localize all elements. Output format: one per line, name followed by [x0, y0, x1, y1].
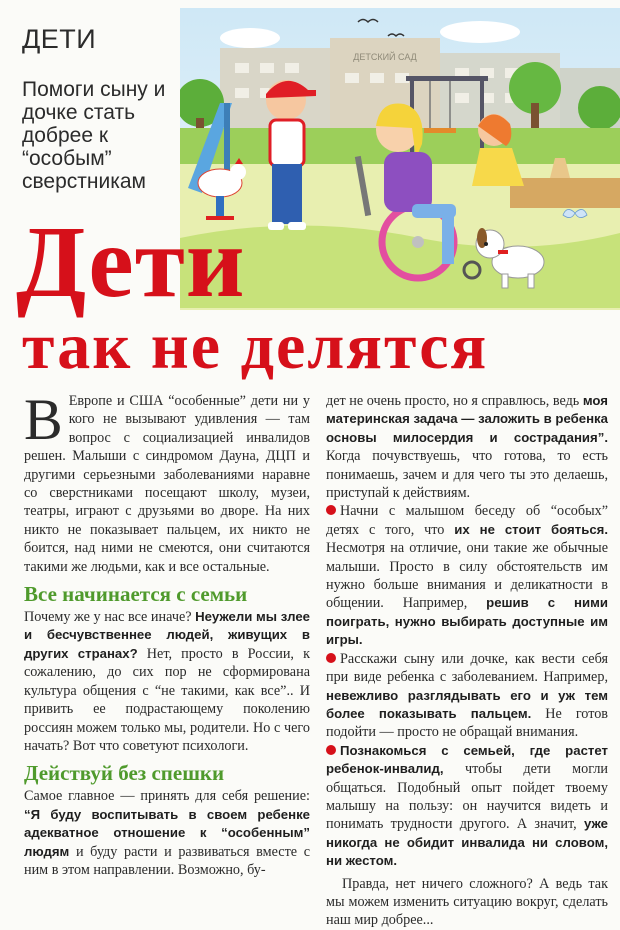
drop-cap: В [24, 387, 63, 452]
rubric-label: ДЕТИ [22, 24, 97, 54]
section-heading-no-rush: Действуй без спешки [24, 761, 225, 786]
bullet3-text: чтобы дети могли общаться. Подобный опыт пойдет твоему малышу на пользу: он научится видеть и понимать трудности другого. А значит, [326, 761, 608, 833]
right-column [326, 392, 608, 930]
headline-line-2: так не делятся [22, 310, 489, 383]
continuation-paragraph [326, 392, 608, 502]
bullet1-text-b: Несмотря на отличие, они такие же обычные малыши. Просто в силу обстоятельств им нужно больше внимания и деликатности в общении. Например, [326, 540, 608, 612]
article-subtitle: Помоги сыну и дочке стать добрее к “особым” сверстникам [22, 78, 166, 193]
section2-paragraph [24, 787, 310, 879]
closing-paragraph: Правда, нет ничего сложного? А ведь так мы можем изменить ситуацию вокруг, сделать наш мир добрее... [326, 875, 608, 929]
section2-emphasis: “Я буду воспитывать в своем ребенке адекватное отношение к “особенным” людям [24, 806, 310, 859]
continuation-emphasis: моя материнская задача — заложить в ребенка основы милосердия и сострадания”. [326, 393, 608, 445]
intro-text: Европе и США “особенные” дети ни у кого не вызывают удивления — там вопрос с социализацией инвалидов решен. Малыши с синдромом Дауна, ДЦП и другими серьезными заболеваниями наравне со сверстниками посещают школу, музеи, театры, играют с друзьями во дворе. На них никто не показывает пальцем, их никто не боится, над ними не смеются, они считаются такими же людьми, как и все остальные. [24, 393, 310, 575]
section2-text-a: Самое главное — принять для себя решение: [24, 788, 310, 805]
section1-paragraph [24, 608, 310, 755]
kindergarten-sign: ДЕТСКИЙ САД [353, 52, 417, 62]
bullet-paragraph-3 [326, 742, 608, 871]
continuation-text-b: Когда почувствуешь, что готова, то есть понимаешь, зачем и для чего ты это делаешь, приступай к действиям. [326, 448, 608, 502]
bullet2-emphasis: невежливо разглядывать его и уж тем более показывать пальцем. [326, 687, 608, 721]
bullet2-text-a: Расскажи сыну или дочке, как вести себя при виде ребенка с заболеванием. Например, [326, 650, 608, 686]
bullet1-emphasis-a: их не стоит бояться. [454, 521, 609, 537]
bullet-dot-icon [326, 653, 336, 663]
playground-illustration [180, 8, 620, 310]
bullet1-emphasis-b: решив с ними поиграть, нужно выбирать доступные им игры. [326, 595, 608, 648]
section1-text-a: Почему же у нас все иначе? [24, 609, 192, 626]
bullet-dot-icon [326, 505, 336, 515]
section2-text-b: и буду расти и развиваться вместе с ним в этом направлении. Возможно, бу- [24, 843, 310, 878]
intro-paragraph [24, 387, 310, 576]
bullet1-text-a: Начни с малышом беседу об “особых” детях с того, что [326, 503, 608, 538]
continuation-text-a: дет не очень просто, но я справлюсь, ведь [326, 393, 580, 409]
section-heading-family: Все начинается с семьи [24, 582, 248, 607]
bullet3-emphasis-a: Познакомься с семьей, где растет ребенок-инвалид, [326, 742, 608, 777]
section1-text-b: Нет, просто в России, к сожалению, до сих пор не сформирована культура общения с “не такими, как все”.. И привить ее подрастающему поколению россиян можем только мы, родители. Но с чего начать? Вот что советуют психологи. [24, 645, 310, 754]
bullet-paragraph-1 [326, 502, 608, 649]
bullet3-emphasis-b: уже никогда не обидит инвалида ни словом, ни жестом. [326, 816, 608, 869]
bullet2-text-b: Не готов подойти — просто не обращай внимания. [326, 705, 608, 741]
section1-emphasis: Неужели мы злее и бесчувственнее людей, живущих в других странах? [24, 609, 310, 661]
bullet-dot-icon [326, 745, 336, 755]
headline-line-1: Дети [16, 206, 246, 319]
left-column [24, 387, 310, 879]
bullet-paragraph-2 [326, 650, 608, 742]
